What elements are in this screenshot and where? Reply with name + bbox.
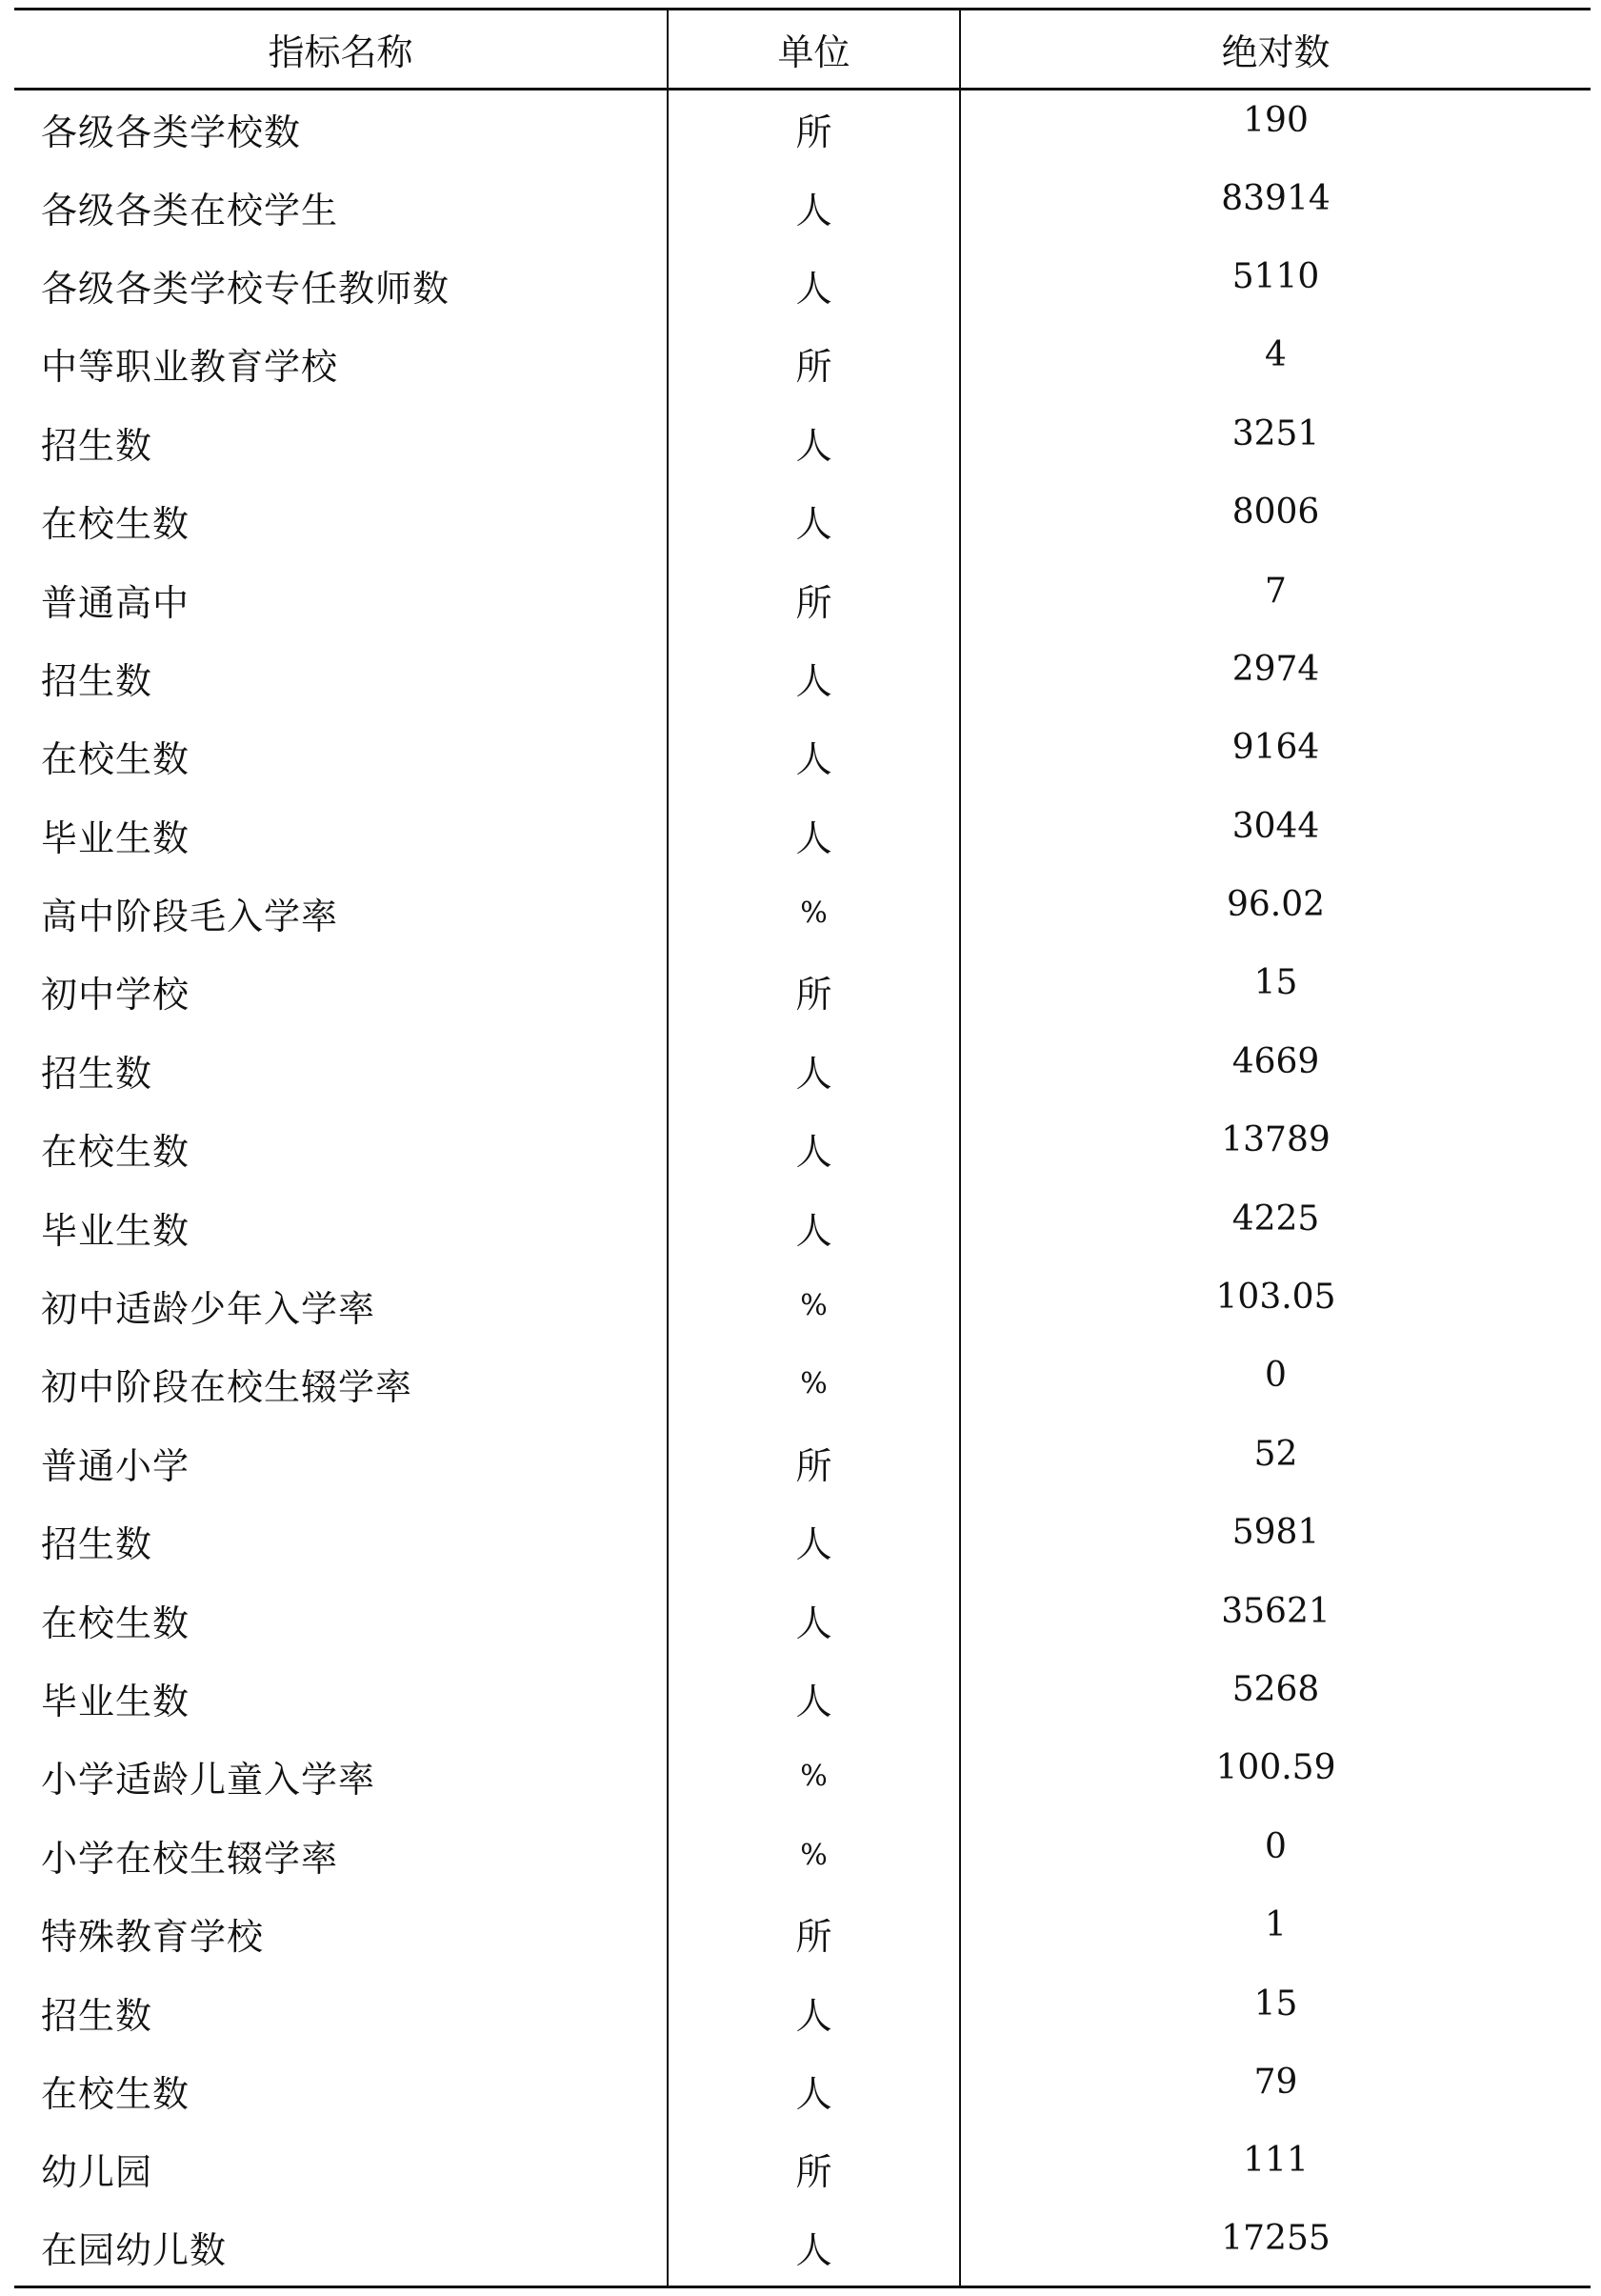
indicator-name-cell: 高中阶段毛入学率 [41,896,339,938]
indicator-name-cell: 中等职业教育学校 [41,346,339,389]
indicator-name-cell: 招生数 [41,1052,153,1095]
absolute-value-cell: 103.05 [960,1266,1591,1344]
header-absolute-value: 绝对数 [960,10,1591,90]
table-row [14,2051,1591,2129]
indicator-name-cell: 普通高中 [41,581,190,624]
unit-cell: % [668,1738,960,1816]
unit-cell: 人 [668,1502,960,1581]
absolute-value-cell: 1 [960,1894,1591,1972]
absolute-value-cell: 17255 [960,2208,1591,2286]
table-row [14,1266,1591,1344]
absolute-value-cell: 5268 [960,1659,1591,1737]
table-row [14,717,1591,796]
table-row [14,638,1591,716]
indicator-name-cell: 小学适龄儿童入学率 [41,1759,376,1802]
absolute-value-cell: 2974 [960,638,1591,716]
absolute-value-cell: 5981 [960,1502,1591,1581]
indicator-name-cell: 在校生数 [41,1601,190,1644]
absolute-value-cell: 0 [960,1345,1591,1423]
absolute-value-cell: 15 [960,1973,1591,2051]
absolute-value-cell: 4 [960,325,1591,403]
absolute-value-cell: 96.02 [960,874,1591,952]
indicator-name-cell: 各级各类在校学生 [41,189,339,232]
absolute-value-cell: 52 [960,1423,1591,1501]
indicator-name-cell: 特殊教育学校 [41,1916,265,1959]
unit-cell: 人 [668,168,960,246]
unit-cell: 所 [668,1894,960,1972]
table-row [14,403,1591,481]
absolute-value-cell: 4225 [960,1188,1591,1266]
table-row [14,1345,1591,1423]
indicator-name-cell: 招生数 [41,1523,153,1566]
unit-cell: 人 [668,2208,960,2286]
table-row [14,1188,1591,1266]
indicator-name-cell: 初中阶段在校生辍学率 [41,1366,413,1409]
indicator-name-cell: 在校生数 [41,2072,190,2115]
indicator-name-cell: 幼儿园 [41,2151,153,2194]
absolute-value-cell: 190 [960,90,1591,168]
absolute-value-cell: 5110 [960,246,1591,324]
header-indicator-name: 指标名称 [14,10,668,90]
unit-cell: % [668,874,960,952]
absolute-value-cell: 111 [960,2130,1591,2208]
unit-cell: 人 [668,1659,960,1737]
indicator-name-cell: 招生数 [41,659,153,702]
unit-cell: 人 [668,717,960,796]
indicator-name-cell: 毕业生数 [41,1209,190,1252]
table-row [14,953,1591,1031]
unit-cell: 人 [668,1973,960,2051]
header-row [14,10,1591,90]
indicator-name-cell: 初中适龄少年入学率 [41,1288,376,1331]
unit-cell: 人 [668,638,960,716]
indicator-name-cell: 小学在校生辍学率 [41,1837,339,1880]
table-header [14,10,1591,90]
header-unit: 单位 [668,10,960,90]
absolute-value-cell: 13789 [960,1110,1591,1188]
table-row [14,1423,1591,1501]
indicator-name-cell: 普通小学 [41,1444,190,1487]
unit-cell: % [668,1345,960,1423]
absolute-value-cell: 9164 [960,717,1591,796]
unit-cell: 人 [668,1581,960,1659]
unit-cell: 所 [668,2130,960,2208]
unit-cell: 人 [668,2051,960,2129]
unit-cell: % [668,1266,960,1344]
table-row [14,1031,1591,1109]
indicator-name-cell: 各级各类学校专任教师数 [41,267,450,310]
unit-cell: 所 [668,953,960,1031]
indicator-name-cell: 在校生数 [41,503,190,546]
unit-cell: 所 [668,1423,960,1501]
unit-cell: 人 [668,1110,960,1188]
indicator-name-cell: 毕业生数 [41,816,190,859]
unit-cell: 人 [668,246,960,324]
indicator-name-cell: 初中学校 [41,974,190,1017]
table-row [14,168,1591,246]
unit-cell: 人 [668,796,960,874]
absolute-value-cell: 3251 [960,403,1591,481]
absolute-value-cell: 3044 [960,796,1591,874]
absolute-value-cell: 15 [960,953,1591,1031]
absolute-value-cell: 100.59 [960,1738,1591,1816]
table-row [14,1738,1591,1816]
indicator-name-cell: 在校生数 [41,1131,190,1174]
table-row [14,1816,1591,1894]
table-row [14,1894,1591,1972]
indicator-name-cell: 招生数 [41,1994,153,2037]
indicator-name-cell: 各级各类学校数 [41,111,302,153]
table-row [14,2130,1591,2208]
indicator-name-cell: 在园幼儿数 [14,2208,668,2286]
unit-cell: 人 [668,481,960,559]
table-row [14,90,1591,168]
education-statistics-table [14,8,1591,2288]
unit-cell: 所 [668,325,960,403]
absolute-value-cell: 4669 [960,1031,1591,1109]
table-row [14,481,1591,559]
table-row [14,1502,1591,1581]
absolute-value-cell: 7 [960,560,1591,638]
indicator-name-cell: 在校生数 [41,738,190,781]
absolute-value-cell: 79 [960,2051,1591,2129]
table-row [14,874,1591,952]
table-row [14,325,1591,403]
table-row [14,796,1591,874]
table-row [14,1973,1591,2051]
table-row [14,1581,1591,1659]
table-row [14,246,1591,324]
unit-cell: 人 [668,1031,960,1109]
indicator-name-cell: 招生数 [41,424,153,467]
unit-cell: 所 [668,560,960,638]
unit-cell: 人 [668,1188,960,1266]
absolute-value-cell: 0 [960,1816,1591,1894]
table-row [14,1110,1591,1188]
absolute-value-cell: 83914 [960,168,1591,246]
table-row [14,2208,1591,2286]
table-body [14,90,1591,2287]
absolute-value-cell: 8006 [960,481,1591,559]
unit-cell: 所 [668,90,960,168]
statistics-table-container [14,8,1591,2288]
indicator-name-cell: 毕业生数 [41,1681,190,1722]
unit-cell: 人 [668,403,960,481]
absolute-value-cell: 35621 [960,1581,1591,1659]
unit-cell: % [668,1816,960,1894]
table-row [14,560,1591,638]
table-row [14,1659,1591,1737]
